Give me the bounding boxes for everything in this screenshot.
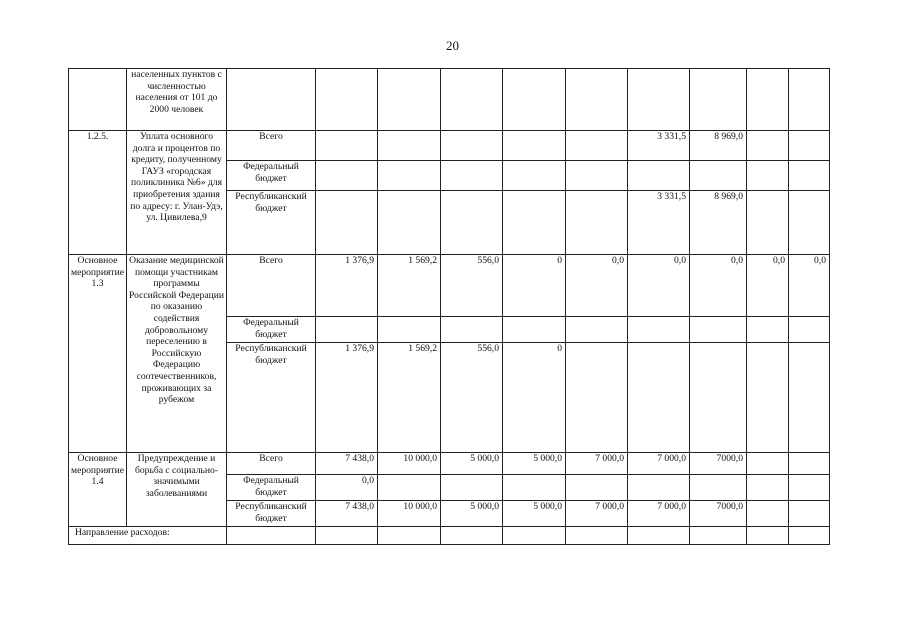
cell-value [316, 131, 378, 161]
cell-value [747, 453, 789, 475]
cell-value: 7 000,0 [628, 501, 690, 527]
cell-value: 0,0 [566, 255, 628, 317]
cell-value [789, 501, 830, 527]
cell-name: Уплата основного долга и процентов по кредиту, полученному ГАУЗ «городская поликлиника №6» для приобретения здания по адресу: г. Улан-Удэ, ул. Цивилева,9 [127, 131, 227, 255]
cell-source: Республиканский бюджет [227, 191, 316, 255]
cell-empty [227, 527, 316, 545]
cell-value: 556,0 [441, 343, 503, 453]
cell-value [441, 191, 503, 255]
cell-value: 0 [503, 343, 566, 453]
cell-value [690, 161, 747, 191]
cell-value [747, 161, 789, 191]
cell-value: 7 000,0 [628, 453, 690, 475]
cell-value [378, 475, 441, 501]
cell-value: 3 331,5 [628, 191, 690, 255]
cell-value [378, 317, 441, 343]
cell-value [789, 453, 830, 475]
cell-value [789, 317, 830, 343]
cell-value [566, 317, 628, 343]
cell-value [316, 191, 378, 255]
cell-empty [503, 527, 566, 545]
cell-value [378, 161, 441, 191]
cell-value: 7000,0 [690, 501, 747, 527]
cell-value [789, 343, 830, 453]
cell-value: 5 000,0 [503, 501, 566, 527]
cell-value [566, 475, 628, 501]
cell-value [503, 161, 566, 191]
cell-value [566, 343, 628, 453]
cell-value [378, 131, 441, 161]
cell-value: 5 000,0 [503, 453, 566, 475]
cell-empty [566, 527, 628, 545]
cell-value [747, 131, 789, 161]
cell-value [441, 475, 503, 501]
cell-value: 7 438,0 [316, 501, 378, 527]
cell-value: 8 969,0 [690, 191, 747, 255]
cell-value [747, 343, 789, 453]
cell-value: 1 376,9 [316, 255, 378, 317]
cell-value: 0,0 [316, 475, 378, 501]
cell-value [789, 191, 830, 255]
table-row-footer [69, 527, 830, 545]
cell-value [566, 161, 628, 191]
cell-value [503, 131, 566, 161]
cell-value [566, 191, 628, 255]
cell-value [690, 475, 747, 501]
cell-empty [628, 527, 690, 545]
cell-source: Всего [227, 453, 316, 475]
cell-value: 0,0 [628, 255, 690, 317]
cell-empty [378, 527, 441, 545]
cell-source: Всего [227, 255, 316, 317]
cell-value [747, 501, 789, 527]
cell-value [441, 161, 503, 191]
cell-value [747, 317, 789, 343]
cell-value [747, 475, 789, 501]
cell-value: 1 376,9 [316, 343, 378, 453]
cell-empty [441, 527, 503, 545]
table-row-row_13-total [69, 255, 830, 317]
table-row-row_125-total [69, 131, 830, 161]
cell-value [316, 161, 378, 191]
cell-name: населенных пунктов с численностью населения от 101 до 2000 человек [127, 69, 227, 131]
cell-value [503, 317, 566, 343]
cell-source [227, 69, 316, 131]
cell-code: Основное мероприятие 1.4 [69, 453, 127, 527]
cell-value: 7 000,0 [566, 501, 628, 527]
cell-source: Республиканский бюджет [227, 343, 316, 453]
cell-value: 0,0 [747, 255, 789, 317]
cell-value: 7000,0 [690, 453, 747, 475]
cell-value [628, 475, 690, 501]
cell-empty [690, 527, 747, 545]
cell-code [69, 69, 127, 131]
cell-empty [747, 527, 789, 545]
page-number: 20 [446, 38, 459, 53]
cell-value [628, 161, 690, 191]
table-body [69, 69, 830, 545]
cell-value: 7 000,0 [566, 453, 628, 475]
cell-value [503, 191, 566, 255]
cell-source: Всего [227, 131, 316, 161]
cell-value [789, 475, 830, 501]
cell-value [628, 343, 690, 453]
cell-value [789, 131, 830, 161]
footer-label: Направление расходов: [69, 527, 227, 545]
cell-value: 7 438,0 [316, 453, 378, 475]
cell-value: 1 569,2 [378, 255, 441, 317]
cell-name: Оказание медицинской помощи участникам программы Российской Федерации по оказанию содействия добровольному переселению в Российскую Федерацию соотечественников, проживающих за рубежом [127, 255, 227, 453]
cell-value [441, 317, 503, 343]
cell-value: 1 569,2 [378, 343, 441, 453]
cell-value: 0,0 [690, 255, 747, 317]
cell-value: 8 969,0 [690, 131, 747, 161]
cell-code: 1.2.5. [69, 131, 127, 255]
cell-value [503, 475, 566, 501]
cell-value: 0,0 [789, 255, 830, 317]
cell-value [441, 131, 503, 161]
cell-value: 10 000,0 [378, 501, 441, 527]
cell-value [566, 131, 628, 161]
cell-value: 5 000,0 [441, 501, 503, 527]
budget-table [68, 68, 830, 545]
cell-name: Предупреждение и борьба с социально-значимыми заболеваниями [127, 453, 227, 527]
cell-empty [789, 527, 830, 545]
cell-value: 0 [503, 255, 566, 317]
cell-value: 5 000,0 [441, 453, 503, 475]
cell-value [789, 161, 830, 191]
cell-value: 3 331,5 [628, 131, 690, 161]
cell-code: Основное мероприятие 1.3 [69, 255, 127, 453]
cell-empty [316, 527, 378, 545]
table-row-row_14-total [69, 453, 830, 475]
cell-value [690, 317, 747, 343]
cell-value: 10 000,0 [378, 453, 441, 475]
table-row-top [69, 69, 830, 131]
cell-source: Федеральный бюджет [227, 475, 316, 501]
cell-value [316, 317, 378, 343]
cell-value [628, 317, 690, 343]
cell-source: Федеральный бюджет [227, 317, 316, 343]
cell-value [690, 343, 747, 453]
cell-value [378, 191, 441, 255]
cell-value [747, 191, 789, 255]
cell-source: Федеральный бюджет [227, 161, 316, 191]
cell-value: 556,0 [441, 255, 503, 317]
cell-source: Республиканский бюджет [227, 501, 316, 527]
